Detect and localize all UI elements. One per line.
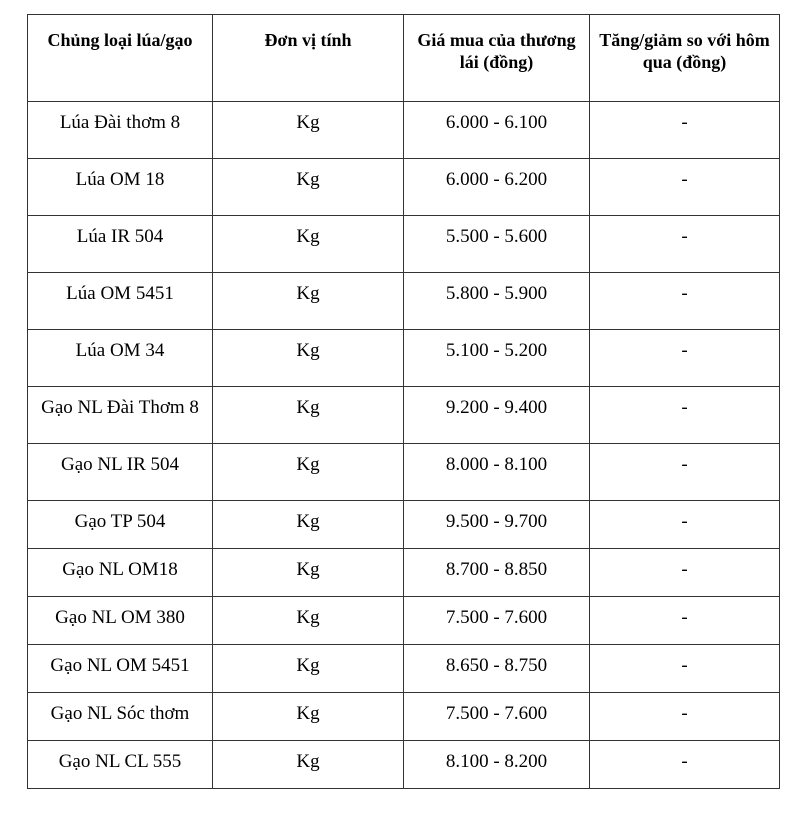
cell-change: - [590, 387, 780, 444]
cell-type: Lúa IR 504 [28, 216, 213, 273]
cell-price: 8.700 - 8.850 [404, 549, 590, 597]
cell-unit: Kg [213, 273, 404, 330]
cell-type: Gạo NL Sóc thơm [28, 693, 213, 741]
table-row [28, 741, 780, 789]
cell-unit: Kg [213, 216, 404, 273]
cell-type: Gạo NL CL 555 [28, 741, 213, 789]
cell-type: Gạo NL Đài Thơm 8 [28, 387, 213, 444]
cell-unit: Kg [213, 549, 404, 597]
table-row [28, 102, 780, 159]
table-row [28, 693, 780, 741]
cell-change: - [590, 102, 780, 159]
cell-type: Lúa Đài thơm 8 [28, 102, 213, 159]
table-row [28, 216, 780, 273]
header-unit [213, 15, 404, 102]
rice-price-table [27, 14, 780, 789]
cell-type: Lúa OM 18 [28, 159, 213, 216]
cell-unit: Kg [213, 159, 404, 216]
table-row [28, 645, 780, 693]
cell-price: 5.100 - 5.200 [404, 330, 590, 387]
header-price [404, 15, 590, 102]
cell-type: Gạo TP 504 [28, 501, 213, 549]
header-change-label: Tăng/giảm so với hôm qua (đồng) [599, 30, 770, 72]
cell-price: 6.000 - 6.200 [404, 159, 590, 216]
cell-price: 9.200 - 9.400 [404, 387, 590, 444]
cell-price: 7.500 - 7.600 [404, 693, 590, 741]
header-change [590, 15, 780, 102]
cell-change: - [590, 444, 780, 501]
cell-unit: Kg [213, 501, 404, 549]
cell-type: Gạo NL IR 504 [28, 444, 213, 501]
cell-unit: Kg [213, 645, 404, 693]
table-row [28, 597, 780, 645]
header-price-label: Giá mua của thương lái (đồng) [417, 30, 576, 72]
cell-price: 8.650 - 8.750 [404, 645, 590, 693]
table-row [28, 501, 780, 549]
cell-change: - [590, 645, 780, 693]
cell-change: - [590, 159, 780, 216]
header-unit-label: Đơn vị tính [264, 30, 352, 50]
table-row [28, 387, 780, 444]
cell-price: 5.500 - 5.600 [404, 216, 590, 273]
cell-type: Gạo NL OM18 [28, 549, 213, 597]
cell-type: Gạo NL OM 380 [28, 597, 213, 645]
cell-change: - [590, 597, 780, 645]
cell-change: - [590, 501, 780, 549]
table-row [28, 159, 780, 216]
cell-unit: Kg [213, 597, 404, 645]
cell-change: - [590, 216, 780, 273]
header-type [28, 15, 213, 102]
cell-change: - [590, 693, 780, 741]
cell-type: Gạo NL OM 5451 [28, 645, 213, 693]
table-header-row [28, 15, 780, 102]
cell-change: - [590, 330, 780, 387]
cell-price: 6.000 - 6.100 [404, 102, 590, 159]
table-row [28, 273, 780, 330]
cell-change: - [590, 273, 780, 330]
cell-unit: Kg [213, 387, 404, 444]
cell-change: - [590, 549, 780, 597]
cell-unit: Kg [213, 741, 404, 789]
cell-type: Lúa OM 34 [28, 330, 213, 387]
table-row [28, 549, 780, 597]
cell-change: - [590, 741, 780, 789]
header-type-label: Chủng loại lúa/gạo [47, 30, 193, 50]
table-row [28, 444, 780, 501]
cell-type: Lúa OM 5451 [28, 273, 213, 330]
cell-unit: Kg [213, 444, 404, 501]
cell-price: 7.500 - 7.600 [404, 597, 590, 645]
cell-price: 8.100 - 8.200 [404, 741, 590, 789]
cell-unit: Kg [213, 330, 404, 387]
cell-price: 9.500 - 9.700 [404, 501, 590, 549]
table-row [28, 330, 780, 387]
cell-price: 5.800 - 5.900 [404, 273, 590, 330]
cell-price: 8.000 - 8.100 [404, 444, 590, 501]
cell-unit: Kg [213, 102, 404, 159]
table-body [28, 102, 780, 789]
cell-unit: Kg [213, 693, 404, 741]
